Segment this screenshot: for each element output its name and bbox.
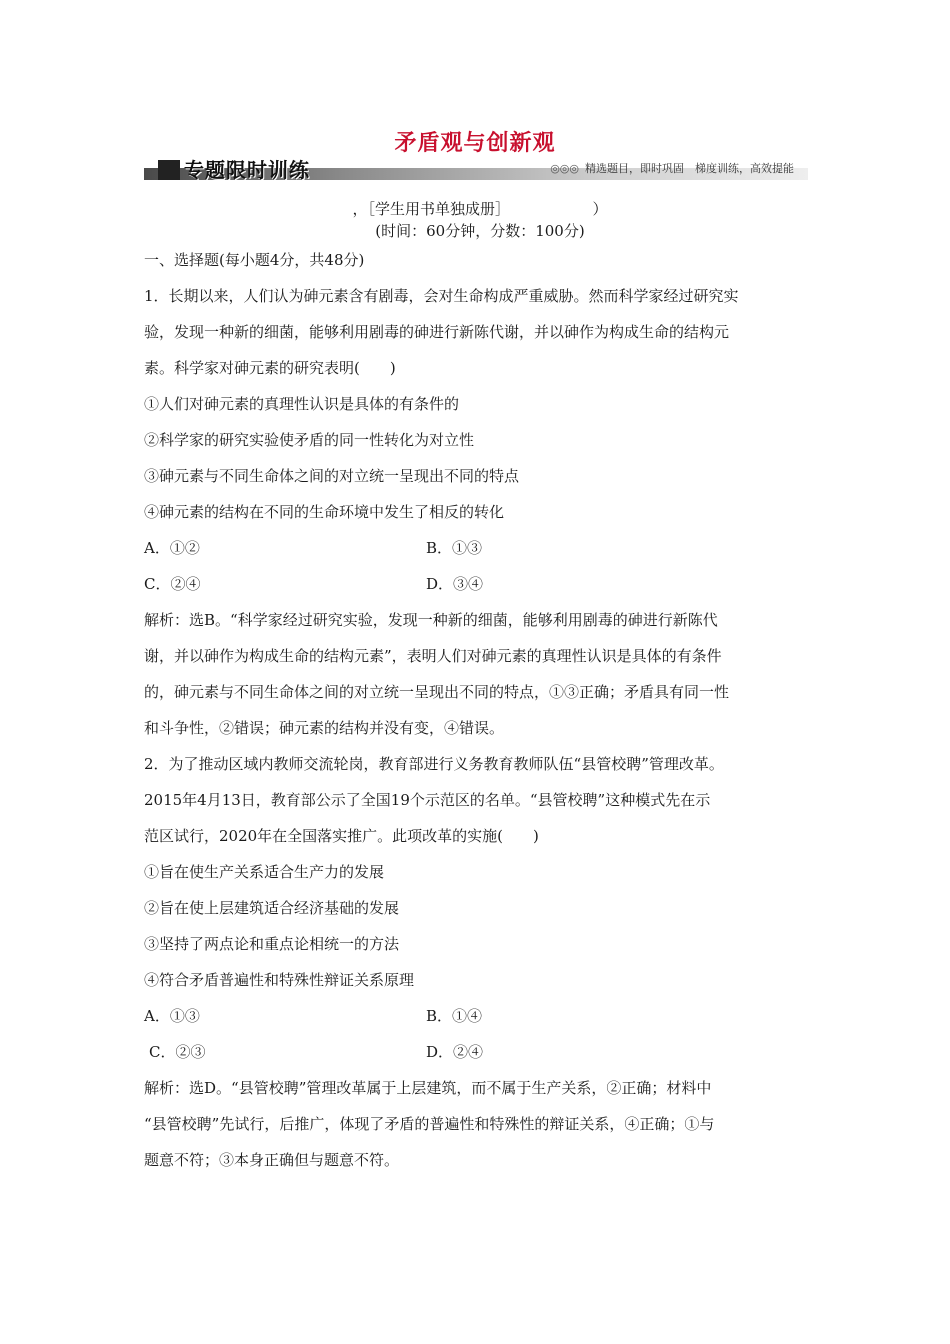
banner-label: 专题限时训练 [184,158,310,182]
option-d: D．②④ [426,1043,484,1061]
statement-item: ④砷元素的结构在不同的生命环境中发生了相反的转化 [144,503,505,521]
document-body [144,198,816,1178]
option-a: A．①③ [144,1007,200,1025]
option-a: A．①② [144,539,200,557]
question-line: 1．长期以来，人们认为砷元素含有剧毒，会对生命构成严重威胁。然而科学家经过研究实 [144,287,739,305]
analysis-line: 解析：选D。“县管校聘”管理改革属于上层建筑，而不属于生产关系，②正确；材料中 [144,1079,712,1097]
banner-slogan-text: 精选题目，即时巩固 梯度训练，高效提能 [585,162,794,175]
question-line: 素。科学家对砷元素的研究表明( ) [144,359,396,377]
dots-icon: ◎◎◎ [550,162,579,175]
question-1 [144,278,816,746]
option-c: C．②③ [149,1043,206,1061]
banner-slogan [550,160,794,176]
statement-item: ②科学家的研究实验使矛盾的同一性转化为对立性 [144,431,475,449]
analysis-line: 解析：选B。“科学家经过研究实验，发现一种新的细菌，能够利用剧毒的砷进行新陈代 [144,611,718,629]
option-row [144,566,816,602]
statement-item: ①人们对砷元素的真理性认识是具体的有条件的 [144,395,460,413]
option-row [144,1034,816,1070]
statement-item: ②旨在使上层建筑适合经济基础的发展 [144,899,400,917]
banner-mark-icon [158,160,180,180]
option-b: B．①③ [426,539,483,557]
header-line-1: ，［学生用书单独成册］ ） [352,200,608,218]
section-heading: 一、选择题(每小题4分，共48分) [144,251,365,269]
question-line: 2015年4月13日，教育部公示了全国19个示范区的名单。“县管校聘”这种模式先在示 [144,791,711,809]
header-line-2: (时间：60分钟，分数：100分) [375,222,585,240]
question-2 [144,746,816,1178]
option-row [144,998,816,1034]
question-line: 验，发现一种新的细菌，能够利用剧毒的砷进行新陈代谢，并以砷作为构成生命的结构元 [144,323,730,341]
analysis-line: 和斗争性，②错误；砷元素的结构并没有变，④错误。 [144,719,505,737]
analysis-line: 的，砷元素与不同生命体之间的对立统一呈现出不同的特点，①③正确；矛盾具有同一性 [144,683,730,701]
section-banner [144,152,808,184]
statement-item: ①旨在使生产关系适合生产力的发展 [144,863,385,881]
analysis-line: “县管校聘”先试行，后推广，体现了矛盾的普遍性和特殊性的辩证关系，④正确；①与 [144,1115,715,1133]
option-row [144,530,816,566]
question-line: 范区试行，2020年在全国落实推广。此项改革的实施( ) [144,827,539,845]
option-c: C．②④ [144,575,201,593]
analysis-line: 谢，并以砷作为构成生命的结构元素”，表明人们对砷元素的真理性认识是具体的有条件 [144,647,722,665]
option-b: B．①④ [426,1007,483,1025]
statement-item: ③砷元素与不同生命体之间的对立统一呈现出不同的特点 [144,467,520,485]
statement-item: ④符合矛盾普遍性和特殊性辩证关系原理 [144,971,415,989]
analysis-line: 题意不符；③本身正确但与题意不符。 [144,1151,400,1169]
option-d: D．③④ [426,575,484,593]
statement-item: ③坚持了两点论和重点论相统一的方法 [144,935,400,953]
page-title: 矛盾观与创新观 [394,130,556,156]
question-line: 2．为了推动区域内教师交流轮岗，教育部进行义务教育教师队伍“县管校聘”管理改革。 [144,755,724,773]
